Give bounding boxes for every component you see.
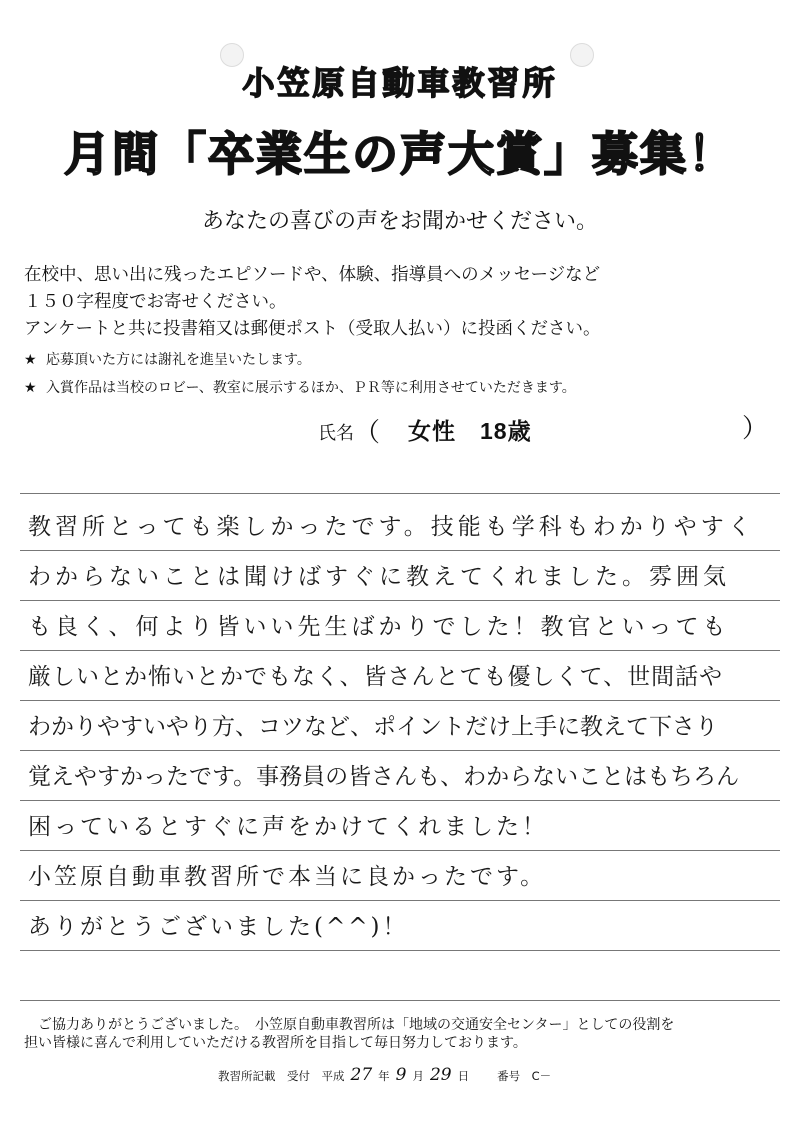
ruled-line [20, 650, 780, 651]
note-item [24, 346, 576, 374]
instruction-line: アンケートと共に投書箱又は郵便ポスト（受取人払い）に投函ください。 [24, 319, 601, 339]
name-label: 氏名 [318, 423, 354, 444]
instructions [24, 262, 600, 343]
ruled-line [20, 950, 780, 951]
instruction-line: １５０字程度でお寄せください。 [24, 292, 287, 312]
note-text: 入賞作品は当校のロビー、教室に展示するほか、ＰＲ等に利用させていただきます。 [46, 380, 576, 396]
instruction-line: 在校中、思い出に残ったエピソードや、体験、指導員へのメッセージなど [24, 265, 601, 285]
message-line: 小笠原自動車教習所で本当に良かったです。 [28, 864, 547, 890]
campaign-title: 月間「卒業生の声大賞」募集！ [64, 127, 736, 181]
notes-list [24, 346, 576, 402]
receipt-year-unit: 年 [378, 1069, 390, 1083]
star-icon: ★ [24, 380, 37, 396]
school-name: 小笠原自動車教習所 [242, 64, 558, 102]
ruled-line [20, 493, 780, 494]
message-line: も良く、何より皆いい先生ばかりでした！教官といっても [28, 614, 730, 640]
name-open-paren: （ [354, 418, 381, 448]
receipt-day: 29 [429, 1065, 452, 1085]
ruled-line [20, 750, 780, 751]
ruled-line [20, 800, 780, 801]
message-line: 厳しいとか怖いとかでもなく、皆さんとても優しくて、世間話や [28, 664, 724, 690]
footer-text [24, 1016, 674, 1052]
receipt-number-label: 番号 C－ [497, 1069, 552, 1083]
star-icon: ★ [24, 352, 37, 368]
subtitle: あなたの喜びの声をお聞かせください。 [201, 209, 598, 234]
message-line: 教習所とっても楽しかったです。技能も学科もわかりやすく [28, 514, 755, 540]
ruled-line [20, 900, 780, 901]
ruled-line [20, 550, 780, 551]
name-close-paren: ） [742, 414, 769, 444]
message-line: わからないことは聞けばすぐに教えてくれました。雰囲気 [28, 564, 730, 590]
note-text: 応募頂いた方には謝礼を進呈いたします。 [46, 352, 311, 368]
message-line: 困っているとすぐに声をかけてくれました！ [28, 814, 548, 840]
receipt-month-unit: 月 [412, 1069, 424, 1083]
message-line: 覚えやすかったです。事務員の皆さんも、わからないことはもちろん [28, 764, 740, 790]
footer-line: 担い皆様に喜んで利用していただける教習所を目指して毎日努力しております。 [24, 1035, 527, 1051]
receipt-stamp [218, 1065, 551, 1085]
message-line: わかりやすいやり方、コツなど、ポイントだけ上手に教えて下さり [28, 714, 718, 740]
receipt-year: 27 [350, 1065, 373, 1085]
ruled-line [20, 1000, 780, 1001]
name-field [318, 412, 532, 449]
name-value: 女性 18歳 [408, 418, 532, 444]
receipt-label: 教習所記載 受付 平成 [218, 1069, 345, 1083]
footer-line: ご協力ありがとうございました。 小笠原自動車教習所は「地域の交通安全センター」としての役割を [24, 1017, 675, 1033]
note-item [24, 374, 576, 402]
ruled-line [20, 600, 780, 601]
ruled-line [20, 850, 780, 851]
ruled-line [20, 700, 780, 701]
message-line: ありがとうございました(^^)！ [28, 914, 409, 940]
receipt-month: 9 [395, 1065, 407, 1085]
receipt-day-unit: 日 [457, 1069, 470, 1083]
